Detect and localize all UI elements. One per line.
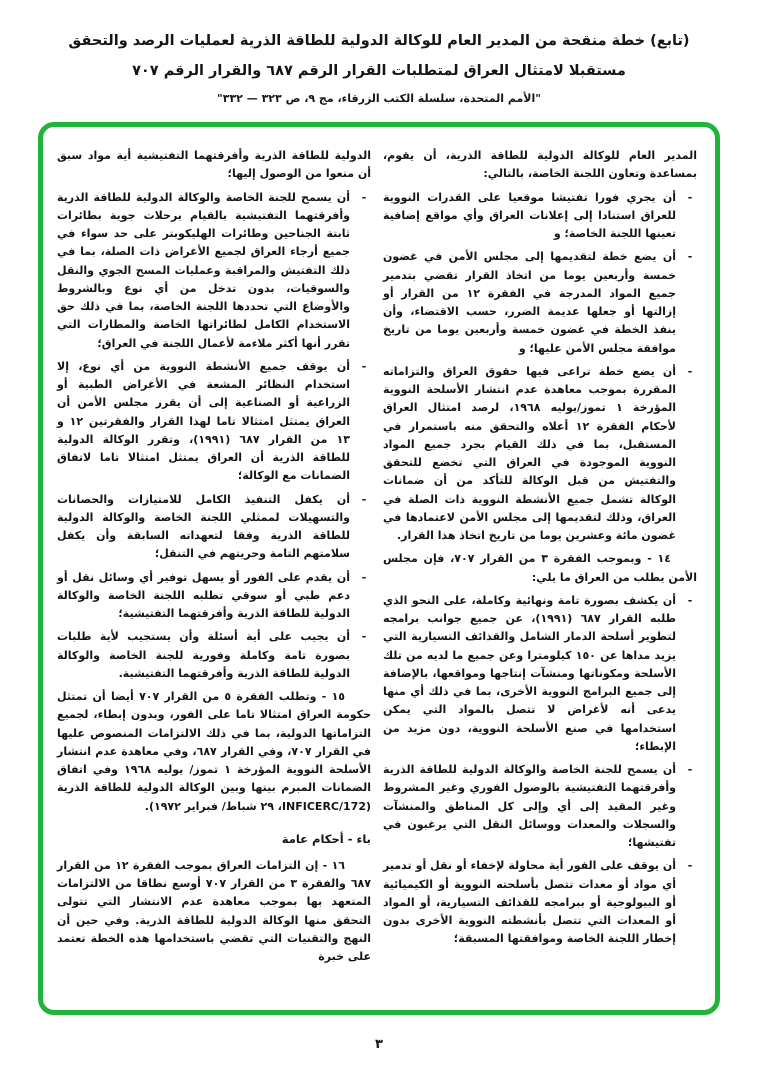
- dash-bullet: -: [687, 763, 693, 776]
- header-source-citation: "الأمم المتحدة، سلسلة الكتب الزرقاء، مج ٩، ص ٣٢٣ — ٣٣٢": [217, 92, 541, 105]
- paragraph-14: ١٤ - وبموجب الفقرة ٣ من القرار ٧٠٧، فإن مجلس الأمن يطلب من العراق ما يلي:: [383, 552, 697, 584]
- dash-bullet: -: [361, 492, 367, 506]
- bullet-text: أن يكفل التنفيذ الكامل للامتيازات والحصانات والتسهيلات لممثلي اللجنة الخاصة والوكالة الدولية للطاقة الذرية وفقا لتعهداته السابقة وأن يكفل سلامتهم التامة وحريتهم في التنقل؛: [57, 492, 350, 561]
- bullet-item: [383, 857, 697, 948]
- content-border-box: [38, 122, 720, 1015]
- paragraph-16: ١٦ - إن التزامات العراق بموجب الفقرة ١٢ من القرار ٦٨٧ والفقرة ٣ من القرار ٧٠٧ أوسع نطاقا من الالتزامات المتعهد بها بموجب معاهدة عدم الانتشار التي تتولى التحقق منها الوكالة الدولية للطاقة الذرية. وفي حين أن النهج والتقنيات التي تقضي باستخدامها هذه الخطة تعتمد على خبرة: [57, 858, 371, 964]
- bullet-text: أن يكشف بصورة تامة ونهائية وكاملة، على النحو الذي طلبه القرار ٦٨٧ (١٩٩١)، عن جميع جوانب برامجه لتطوير أسلحة الدمار الشامل والقذائف التسيارية التي يزيد مداها عن ١٥٠ كيلومترا وعن جميع ما لديه من تلك الأسلحة ومكوناتها ومنشآت إنتاجها ومواقعها، بالإضافة إلى جميع البرامج النووية الأخرى، بما في ذلك أي منها يدعى أنه لأغراض لا تتصل بالمواد التي يمكن استخدامها في صنع الأسلحة النووية، دون مزيد من الإبطاء؛: [383, 593, 676, 753]
- dash-bullet: -: [361, 630, 367, 644]
- bullet-item: [383, 189, 697, 244]
- bullet-item: [383, 363, 697, 546]
- paragraph-15: ١٥ - وتطلب الفقرة ٥ من القرار ٧٠٧ أيضا أن تمتثل حكومة العراق امتثالا تاما على الفور، وبدون إبطاء، لجميع التزاماتها الدولية، بما في ذلك الالتزامات المنصوص عليها في القرار ٧٠٧، وفي القرار ٦٨٧، وفي معاهدة عدم انتشار الأسلحة النووية المؤرخة ١ تموز/ يوليه ١٩٦٨ وفي اتفاق الضمانات المبرم بينها وبين الوكالة الدولية للطاقة الذرية (INFICERC/172، ٢٩ شباط/ فبراير ١٩٧٢).: [57, 690, 371, 813]
- bullet-item: [383, 592, 697, 756]
- dash-bullet: -: [687, 364, 693, 378]
- bullet-item: [57, 569, 371, 624]
- bullet-item: [57, 358, 371, 486]
- dash-bullet: -: [687, 250, 693, 264]
- bullet-item: [57, 491, 371, 564]
- dash-bullet: -: [687, 859, 693, 873]
- bullet-text: أن يضع خطة تراعى فيها حقوق العراق والتزاماته المقررة بموجب معاهدة عدم انتشار الأسلحة النووية المؤرخة ١ تموز/يوليه ١٩٦٨، لرصد امتثال العراق لأحكام الفقرة ١٢ أعلاه والتحقق منه باستمرار في المستقبل، بما في ذلك القيام بجرد جميع المواد النووية الموجودة في العراق التي تخضع للتحقق والتفتيش من قبل الوكالة للتأكد من أن ضمانات الوكالة تشمل جميع الأنشطة النووية ذات الصلة في العراق، وذلك لتقديمها إلى مجلس الأمن لاعتمادها في غضون مائة وعشرين يوما من تاريخ اتخاذ هذا القرار.: [383, 364, 677, 542]
- bullet-item: [383, 761, 697, 852]
- section-heading-general-provisions: باء - أحكام عامة: [281, 831, 371, 846]
- bullet-text: أن يوقف جميع الأنشطة النووية من أي نوع، إلا استخدام النظائر المشعة في الأغراض الطبية أو الزراعية أو الصناعية إلى أن يقرر مجلس الأمن أن العراق يمتثل امتثالا تاما لهذا القرار والفقرتين ١٢ و ١٣ من القرار ٦٨٧ (١٩٩١)، وتقرر الوكالة الدولية للطاقة الذرية أن العراق يمتثل امتثالا تاما لاتفاق الضمانات مع الوكالة؛: [57, 359, 351, 483]
- bullet-text: أن يسمح للجنة الخاصة والوكالة الدولية للطاقة الذرية وأفرقتهما التفتيشية بالوصول الفوري وغير المشروط وغير المقيد إلى أي وإلى كل المناطق والمنشآت والسجلات والمعدات ووسائل النقل التي يرغبون في تفتيشها؛: [383, 763, 676, 849]
- document-header: [0, 0, 758, 111]
- column-left: [57, 147, 371, 996]
- bullet-text: أن يضع خطة لتقديمها إلى مجلس الأمن في غضون خمسة وأربعين يوما من اتخاذ القرار تقضي بتدمير جميع المواد المدرجة في الفقرة ١٢ من القرار أو إزالتها أو جعلها عديمة الضرر، حسب الاقتضاء، وأن ينفذ الخطة في غضون خمسة وأربعين يوما من تاريخ موافقة مجلس الأمن عليها؛ و: [383, 250, 676, 355]
- dash-bullet: -: [361, 359, 367, 373]
- bullet-text: أن يجيب على أية أسئلة وأن يستجيب لأية طلبات بصورة تامة وكاملة وفورية للجنة الخاصة والوكالة الدولية للطاقة الذرية وأفرقتهما التفتيشية.: [57, 630, 350, 680]
- dash-bullet: -: [687, 593, 693, 607]
- paragraph-continuation: الدولية للطاقة الذرية وأفرقتهما التفتيشية أية مواد سبق أن منعوا من الوصول إليها؛: [57, 149, 371, 181]
- header-title-line1: (تابع) خطة منقحة من المدير العام للوكالة الدولية للطاقة الذرية لعمليات الرصد والتحقق: [68, 33, 690, 49]
- bullet-text: أن يقدم على الفور أو يسهل توفير أي وسائل نقل أو دعم طبي أو سوقي تطلبه اللجنة الخاصة والوكالة الدولية للطاقة الذرية وأفرقتهما التفتيشية؛: [57, 570, 350, 620]
- page-number: ٣: [375, 1037, 383, 1052]
- dash-bullet: -: [361, 190, 367, 204]
- dash-bullet: -: [687, 190, 693, 204]
- bullet-item: [57, 189, 371, 353]
- dash-bullet: -: [361, 570, 367, 584]
- bullet-text: أن يجري فورا تفتيشا موقعيا على القدرات النووية للعراق استنادا إلى إعلانات العراق وأي مواقع إضافية تعينها اللجنة الخاصة؛ و: [383, 190, 676, 240]
- bullet-text: أن يوقف على الفور أية محاولة لإخفاء أو نقل أو تدمير أي مواد أو معدات تتصل بأسلحته النووية أو الكيميائية أو البيولوجية أو ببرامجه للقذائف التسيارية، أو المواد أو المعدات التي تتصل بأنشطته النووية الأخرى بدون إخطار اللجنة الخاصة وموافقتها المسبقة؛: [383, 859, 676, 946]
- column-right: [383, 147, 697, 996]
- bullet-item: [57, 628, 371, 683]
- header-title-line2: مستقبلا لامتثال العراق لمتطلبات القرار الرقم ٦٨٧ والقرار الرقم ٧٠٧: [132, 63, 626, 79]
- paragraph-continuation: المدير العام للوكالة الدولية للطاقة الذرية، أن يقوم، بمساعدة وتعاون اللجنة الخاصة، بالتالي:: [383, 149, 697, 181]
- bullet-item: [383, 248, 697, 358]
- bullet-text: أن يسمح للجنة الخاصة والوكالة الدولية للطاقة الذرية وأفرقتهما التفتيشية بالقيام برحلات جوية بطائرات ثابتة الجناحين وطائرات الهليكوبتر على حد سواء في جميع أرجاء العراق لجميع الأغراض ذات الصلة، بما في ذلك التفتيش والمراقبة وعمليات المسح الجوي والنقل والسوقيات، بدون تدخل من أي نوع وبالشروط والأوضاع التي تحددها اللجنة الخاصة، بما في ذلك حق الاستخدام الكامل لطائراتها الخاصة والمطارات التي تقرر أنها أكثر ملاءمة لأعمال اللجنة في العراق؛: [57, 190, 350, 350]
